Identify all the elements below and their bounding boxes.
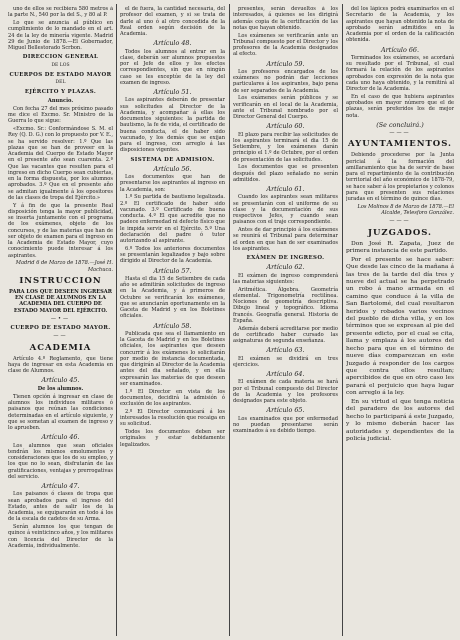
paragraph: el de fuera, la cantidad necesaria, del profesor del examen, y si se trata de darle al uno ó al otro concedida de la Real orden según decisión de la Academia. [120, 6, 225, 37]
paragraph: El plazo para recibir las solicitudes de los aspirantes terminará el dia 15 de Setiembre, y los exámenes darán principio el 1.º de Octubre, por el orden de presentación de las solicitudes. [233, 131, 338, 163]
paragraph: Los exámenes serán públicos y se verificarán en el local de la Academia, ante el Tribunal nombrado por el Director General del Cuerpo. [233, 95, 338, 120]
subheading: De los alumnos. [37, 385, 84, 392]
article-heading: Artículo 57. [153, 266, 192, 275]
article-heading: Artículo 60. [266, 122, 305, 131]
paragraph: presentes, serán devueltos á los interesados, á quienes se les dirigirá además copia de la certificación de las notas que hayan obtenido. [233, 6, 338, 31]
paragraph: Los documentos que se presenten después del plazo señalado no serán admitidos. [233, 164, 338, 183]
article-heading: Artículo 45. [41, 376, 80, 385]
column-4 [346, 6, 454, 638]
article-heading: Artículo 61. [266, 185, 305, 193]
article-heading: Artículo 62. [266, 263, 305, 272]
paragraph: Los documentos que han de presentarse los aspirantes al ingreso en la Academia, son: [120, 174, 225, 193]
large-heading: INSTRUCCION [19, 275, 102, 286]
column-3 [233, 6, 338, 638]
separator: —•— [50, 315, 71, 322]
paragraph: Todos los documentos deben ser originales y estar debidamente legalizados. [120, 429, 225, 448]
section-heading-small: DEL [55, 80, 66, 85]
column-1 [8, 6, 113, 638]
paragraph: Y á fin de que la presente Real disposición tenga la mayor publicidad, se inserta juntamente con el programa de los exámenes, objeto de los concursos, y de las materias que han de ser objeto de examen para el ingreso en la Academia de Estado Mayor, cuyo conocimiento puede interesar á los aspirantes. [8, 202, 113, 259]
section-heading: CUERPO DE ESTADO MAYOR. [10, 325, 111, 331]
paragraph: Terminados los exámenes, se acordará su resultado por el Tribunal, el cual formará la relación de los aspirantes aprobados con expresión de la nota que cada uno haya obtenido, y la remitirá al Director de la Academia. [346, 54, 454, 92]
paragraph: Lo que se anuncia al público en cumplimiento de lo mandado en el art. 24 de la ley de minería vigente. Madrid 29 de Junio de 1878.—El Gobernador, Miguel Bellestorado Scrbon. [8, 20, 113, 51]
paragraph: El exámen se dividirá en tres ejercicios. [233, 355, 338, 368]
paragraph: Los exámenes se verificarán ante un Tribunal compuesto por el Director y los profesores de la Academia designados al efecto. [233, 32, 338, 58]
column-2 [120, 6, 225, 638]
article-heading: Artículo 47. [41, 482, 80, 490]
paragraph: Serán alumnos los que tengan de quince á veinticinco años, y los militares con licencia del Director de la Academia, individualmente. [8, 524, 113, 549]
paragraph: En el caso de que hubiera aspirantes aprobados en mayor número que el de plazas, serán preferidos los de mejor nota. [346, 93, 454, 119]
signature-line: Madrid 6 de Marzo de 1878.—José H. Machuca. [15, 260, 113, 273]
section-heading: SISTEMA DE ADMISION. [130, 156, 215, 163]
article-heading: Artículo 56. [153, 164, 192, 173]
signature-line: Los Molinos 8 de Marzo de 1878.—El Alcalde, Telesforo González. [357, 203, 454, 216]
separator: ——— [389, 130, 411, 136]
continuation-note: (Se concluirá.) [376, 120, 424, 129]
separator: ——— [389, 218, 411, 225]
section-heading-juzgados: JUZGADOS. [367, 227, 433, 238]
subject-list: Aritmética. Álgebra. Geometría elemental. Trigonometría rectilínea. Nociones de geometría descriptiva. Dibujo lineal y topográfico. Idioma francés. Geografía general. Historia de España. [233, 286, 338, 324]
paragraph: Todos los alumnos al entrar en la clase, deberán ser alumnos propuestos por el Jefe de ellos y los efectos correspondientes, sin que en ningún caso se les exceptúe de la ley del examen de ingreso. [120, 48, 225, 86]
paragraph: Artículo 4.º Reglamento, que tiene haya de ingresar en esta Academia en clase de Alumnos. [8, 355, 113, 374]
paragraph: 1.º El Director en vista de los documentos, decidirá la admisión ó exclusión de los aspirantes. [120, 388, 225, 407]
subheading: Anuncio. [47, 97, 74, 104]
paragraph: uno de ellos se recibiera 580 metros á la parte N., 540 por la del S., y 80 al P. [8, 6, 113, 19]
article-heading: Artículo 59. [266, 59, 305, 68]
paragraph: El exámen de ingreso comprenderá las materias siguientes: [233, 272, 338, 285]
section-heading-ayuntamientos: AYUNTAMIENTOS. [347, 139, 453, 150]
section-heading: DIRECCION GENERAL [22, 54, 99, 61]
article-heading: Artículo 64. [266, 370, 305, 378]
article-heading: Artículo 51. [153, 88, 192, 96]
paragraph: Tienen opción á ingresar en clase de alumnos los individuos militares ó paisanos que reúnan las condiciones determinadas en el artículo siguiente, y que se sometan al examen de ingreso y lo aprueben. [8, 393, 113, 431]
article-heading: Artículo 65. [266, 406, 305, 415]
section-heading-small: DE LOS [51, 62, 70, 68]
paragraph: Los paisanos ó clases de tropa que sean aprobados para el ingreso del Estado, antes de salir los de la Academia, se equipararán en todo á los de la escala de cadetes de su Arma. [8, 491, 113, 523]
paragraph: Cuando los aspirantes sean militares se presentarán con el uniforme de su clase y la documentación de sus respectivos Jefes, y cuando sean paisanos con el traje correspondiente. [233, 194, 338, 226]
paragraph: Además deberá acreditarse por medio de certificado haber cursado las asignaturas de segunda enseñanza. [233, 325, 338, 344]
column-rule [116, 4, 117, 636]
article-heading: Artículo 48. [153, 39, 192, 48]
article-heading: Artículo 66. [380, 45, 420, 54]
section-heading: EXÁMEN DE INGRESO. [246, 255, 325, 261]
paragraph: Los alumnos que sean oficiales tendrán los mismos emolumentos y consideraciones que los de su empleo, y los que no lo sean, disfrutarán de las gratificaciones, ventajas y prerrogativas del servicio. [8, 442, 113, 480]
paragraph-large: En su virtud el que tenga noticia del paradero de los autores del hecho lo participará á este Juzgado, y lo mismo deberán hacer las autoridades y dependientes de la policía judicial. [346, 399, 454, 443]
article-heading: Artículo 63. [266, 346, 305, 355]
paragraph: El exámen de cada materia se hará por el Tribunal compuesto del Director de la Academia y los profesores designados para este objeto. [233, 379, 338, 404]
paragraph-large: Por el presente se hace saber: Que desde las cinco de la mañana á las tres de la tarde del día tres y nueve del actual se ha perpetrado un robo á mano armada en el camino que conduce á la villa de San Bartolomé, del cual resultaron heridos y robados varios vecinos del pueblo de dicha villa, y en los términos que se expresan al pie del presente edicto, por el cual se cita, llama y emplaza á los autores del hecho para que en el término de nueve días comparezcan en este Juzgado á responder de los cargos que contra ellos resultan; apercibidos de que en otro caso les parará el perjuicio que haya lugar con arreglo á la ley. [346, 256, 454, 397]
paragraph: Antes de dar principio á los exámenes se reunirá el Tribunal para determinar el orden en que han de ser examinados los aspirantes. [233, 227, 338, 252]
paragraph-large: Don José R. Zapata, Juez de primera instancia de este partido. [346, 240, 454, 254]
section-heading: EJÉRCITO Y PLAZAS. [24, 89, 97, 96]
paragraph: Hasta el dia 15 de Setiembre de cada año se admitirán solicitudes de ingreso en la Academia, y á primeros de Octubre se verificarán los exámenes, que se anunciarán oportunamente en la Gaceta de Madrid y en los Boletines oficiales. [120, 275, 225, 320]
column-rule [342, 4, 343, 636]
paragraph: 6.º Todos los anteriores documentos se presentarán legalizados y bajo sobre dirigido al Director de la Academia. [120, 245, 225, 265]
paragraph: Con fecha 27 del mes próximo pasado me dice el Excmo. Sr. Ministro de la Guerra lo que sigue: [8, 105, 113, 125]
section-heading: CUERPOS DE ESTADO MAYOR [9, 71, 112, 78]
paragraph: Los profesores encargados de los exámenes no podrán dar lecciones particulares á los aspirantes, bajo pena de ser separados de la Academia. [233, 68, 338, 94]
caption-heading: PARA LOS QUE DESEEN INGRESAR EN CLASE DE ALUMNOS EN LA ACADEMIA DEL CUERPO DE ESTADO MAYOR DEL EJÉRCITO. [9, 288, 112, 314]
paragraph: Debiendo procederse por la Junta pericial á la formación del amillaramiento que ha de servir de base para el repartimiento de la contribución territorial del año económico de 1878-79, se hace saber á los propietarios y colonos para que presenten sus relaciones juradas en el término de quince días. [346, 152, 454, 202]
paragraph: Publicada que sea el llamamiento en la Gaceta de Madrid y en los Boletines oficiales, los aspirantes que deseen concurrir á los exámenes lo solicitarán por medio de instancia documentada, que dirigirán al Director de la Academia antes del dia señalado, y en ella expresarán las materias de que deseen ser examinados. [120, 330, 225, 387]
paragraph: 2.º El Director comunicará á los interesados la resolución que recaiga en su solicitud. [120, 408, 225, 428]
paragraph: del los lápices podrá examinarlos en el Secretario de la Academia, y los aspirantes que hayan obtenido la nota de aprobado serán admitidos en la Academia por el orden de la calificación obtenida. [346, 6, 454, 44]
paragraph: 1.º Su partida de bautismo legalizada. 2.º El certificado de haber sido vacunado. 3.º Certificado de buena conducta. 4.º El que acredite que no padece enfermedad ni defecto físico que le impida servir en el Ejército. 5.º Una declaración del padre ó tutor autorizando al aspirante. [120, 194, 225, 244]
article-heading: Artículo 58. [153, 321, 192, 330]
article-heading: Artículo 46. [41, 433, 80, 442]
large-heading: ACADEMIA [29, 342, 92, 353]
paragraph: Los aspirantes deberán de presentar sus solicitudes al Director de la Academia, y acompañar á ellas los documentos siguientes: la partida de bautismo, la fe de vida, el certificado de buena conducta, el de haber sido vacunado, y los demás que se exijan para el ingreso, con arreglo á las disposiciones vigentes. [120, 97, 225, 154]
paragraph: Los examinados que por enfermedad no puedan presentarse serán examinados á su debido tiempo. [233, 415, 338, 434]
paragraph: «Excmo. Sr.: Conformándose S. M. el Rey (Q. D. G.) con lo propuesto por V. E., se ha servido resolver: 1.º Que las plazas que se han de proveer en la Academia del Cuerpo de Estado Mayor en el presente año sean cuarenta. 2.º Que las vacantes que resulten para el ingreso en dicho Cuerpo sean cubiertas, en la forma dispuesta, por los alumnos aprobados. 3.º Que en el presente año se admitan igualmente á los opositores de las clases de tropa del Ejército.» [8, 126, 113, 201]
column-rule [229, 4, 230, 636]
separator: —— [53, 333, 68, 340]
